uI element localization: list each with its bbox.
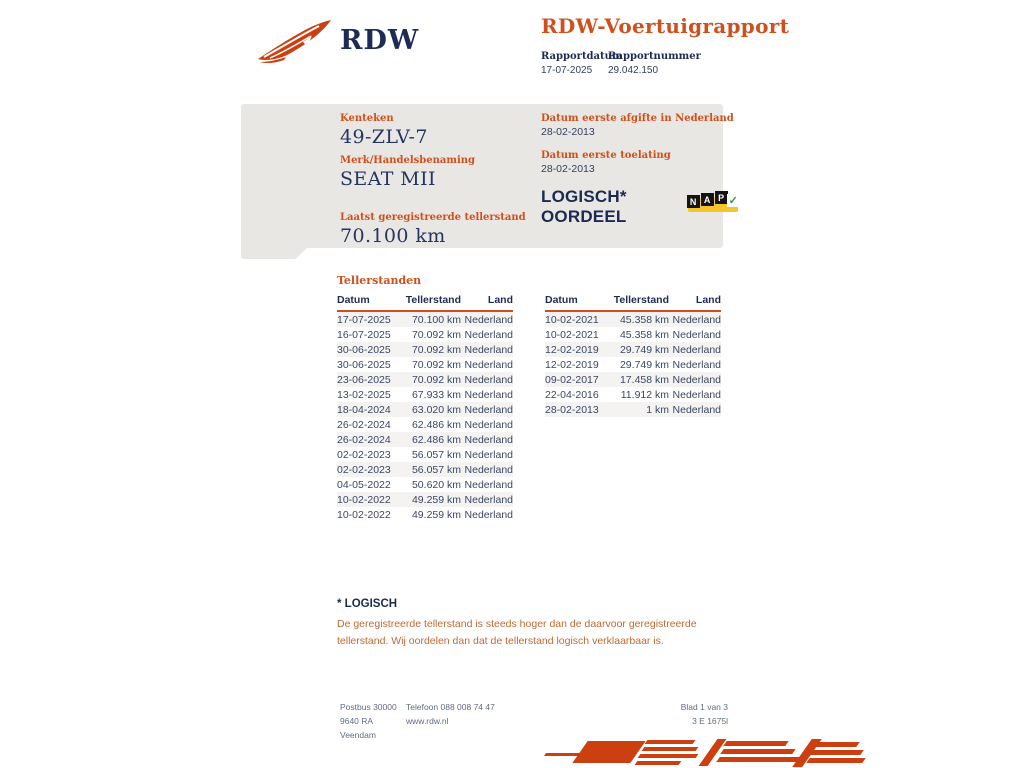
rapportnummer-field — [608, 51, 701, 76]
footnote-body: De geregistreerde tellerstand is steeds hoger dan de daarvoor geregistreerde tellerstand. Wij oordelen dan dat de tellerstand logisch verklaarbaar is. — [337, 618, 697, 647]
nap-letter-n: N — [687, 195, 700, 208]
cell-tellerstand: 29.749 km — [619, 358, 669, 371]
table-row — [337, 417, 513, 432]
title-block — [541, 14, 789, 76]
footer-city: 9640 RA Veendam — [340, 716, 376, 740]
rapportdatum-label: Rapportdatum — [541, 51, 623, 62]
table-row — [337, 372, 513, 387]
cell-datum: 12-02-2019 — [545, 343, 599, 356]
cell-datum: 30-06-2025 — [337, 358, 391, 371]
cell-land: Nederland — [464, 448, 513, 461]
cell-tellerstand: 11.912 km — [620, 388, 669, 401]
table-header-row — [337, 293, 513, 311]
table-row — [337, 477, 513, 492]
table-row — [545, 327, 721, 342]
cell-datum: 28-02-2013 — [545, 403, 599, 416]
cell-tellerstand: 17.458 km — [619, 373, 669, 386]
tellerstanden-heading: Tellerstanden — [337, 274, 422, 287]
cell-datum: 22-04-2016 — [545, 388, 599, 401]
tellerstanden-section — [337, 274, 721, 522]
cell-land: Nederland — [464, 388, 513, 401]
cell-land: Nederland — [672, 388, 721, 401]
cell-datum: 16-07-2025 — [337, 328, 391, 341]
cell-datum: 23-06-2025 — [337, 373, 391, 386]
rdw-logo — [256, 12, 419, 69]
rapportnummer-value: 29.042.150 — [608, 65, 659, 76]
cell-land: Nederland — [672, 343, 721, 356]
table-row — [337, 507, 513, 522]
footer-postbus: Postbus 30000 — [340, 702, 397, 712]
table-row — [545, 372, 721, 387]
column-header-datum: Datum — [545, 293, 607, 311]
toelating-value: 28-02-2013 — [541, 163, 595, 175]
footnote-heading: * LOGISCH — [337, 598, 398, 610]
cell-datum: 26-02-2024 — [337, 418, 391, 431]
afgifte-label: Datum eerste afgifte in Nederland — [541, 113, 734, 124]
cell-datum: 02-02-2023 — [337, 463, 391, 476]
table-header-row — [545, 293, 721, 311]
oordeel-line2: OORDEEL — [541, 207, 627, 226]
summary-left-column — [340, 113, 526, 254]
tellerstanden-tables — [337, 293, 721, 522]
kenteken-label: Kenteken — [340, 113, 394, 124]
cell-tellerstand: 62.486 km — [411, 418, 461, 431]
nap-logo — [685, 189, 741, 215]
vehicle-summary-panel — [241, 104, 738, 248]
summary-right-column — [541, 113, 741, 227]
column-header-land: Land — [461, 293, 513, 311]
table-row — [545, 387, 721, 402]
tellerstanden-table-right — [545, 293, 721, 417]
footer-page-indicator: Blad 1 van 3 — [680, 702, 728, 712]
oordeel-block — [541, 187, 741, 227]
rdw-logo-text: RDW — [340, 25, 420, 56]
footer-address — [340, 700, 406, 742]
rdw-feather-icon — [256, 12, 332, 69]
cell-land: Nederland — [464, 313, 513, 326]
cell-land: Nederland — [464, 343, 513, 356]
oordeel-text — [541, 187, 627, 227]
column-header-tellerstand: Tellerstand — [607, 293, 669, 311]
cell-tellerstand: 49.259 km — [411, 493, 461, 506]
cell-tellerstand: 70.100 km — [411, 313, 461, 326]
kenteken-value: 49-ZLV-7 — [340, 126, 428, 148]
table-row — [337, 342, 513, 357]
cell-datum: 30-06-2025 — [337, 343, 391, 356]
cell-tellerstand: 50.620 km — [411, 478, 461, 491]
page-title: RDW-Voertuigrapport — [541, 14, 790, 38]
cell-land: Nederland — [464, 358, 513, 371]
cell-tellerstand: 70.092 km — [411, 358, 461, 371]
cell-tellerstand: 63.020 km — [411, 403, 461, 416]
table-row — [545, 402, 721, 417]
cell-tellerstand: 67.933 km — [411, 388, 461, 401]
tellerstand-value: 70.100 km — [340, 225, 446, 247]
table-row — [337, 357, 513, 372]
cell-datum: 02-02-2023 — [337, 448, 391, 461]
cell-land: Nederland — [672, 313, 721, 326]
cell-land: Nederland — [464, 478, 513, 491]
nap-letter-a: A — [701, 193, 714, 206]
cell-land: Nederland — [464, 508, 513, 521]
cell-tellerstand: 45.358 km — [619, 328, 669, 341]
cell-land: Nederland — [672, 373, 721, 386]
cell-tellerstand: 62.486 km — [411, 433, 461, 446]
cell-land: Nederland — [464, 418, 513, 431]
cell-land: Nederland — [672, 328, 721, 341]
table-row — [337, 311, 513, 327]
logisch-footnote — [337, 598, 737, 650]
table-row — [545, 342, 721, 357]
footer-form-code: 3 E 1675l — [692, 716, 728, 726]
cell-datum: 12-02-2019 — [545, 358, 599, 371]
tellerstand-label: Laatst geregistreerde tellerstand — [340, 212, 526, 223]
cell-land: Nederland — [672, 403, 721, 416]
nap-check-icon: ✓ — [728, 195, 738, 207]
afgifte-value: 28-02-2013 — [541, 126, 595, 138]
cell-datum: 09-02-2017 — [545, 373, 599, 386]
cell-tellerstand: 45.358 km — [619, 313, 669, 326]
footer-website-link[interactable]: www.rdw.nl — [406, 716, 449, 726]
report-meta — [541, 51, 789, 76]
cell-datum: 13-02-2025 — [337, 388, 391, 401]
cell-land: Nederland — [464, 373, 513, 386]
merk-value: SEAT MII — [340, 168, 436, 190]
table-row — [337, 402, 513, 417]
cell-land: Nederland — [464, 463, 513, 476]
column-header-datum: Datum — [337, 293, 399, 311]
cell-tellerstand: 29.749 km — [619, 343, 669, 356]
footer-phone: Telefoon 088 008 74 47 — [406, 702, 495, 712]
table-row — [545, 357, 721, 372]
cell-land: Nederland — [464, 493, 513, 506]
cell-datum: 18-04-2024 — [337, 403, 391, 416]
column-header-land: Land — [669, 293, 721, 311]
cell-datum: 10-02-2022 — [337, 493, 391, 506]
cell-datum: 10-02-2021 — [545, 313, 599, 326]
cell-tellerstand: 49.259 km — [411, 508, 461, 521]
rapportdatum-field — [541, 51, 623, 76]
oordeel-line1: LOGISCH* — [541, 187, 627, 206]
cell-datum: 10-02-2022 — [337, 508, 391, 521]
cell-tellerstand: 1 km — [646, 403, 669, 416]
cell-datum: 26-02-2024 — [337, 433, 391, 446]
merk-label: Merk/Handelsbenaming — [340, 155, 476, 166]
table-row — [337, 492, 513, 507]
cell-land: Nederland — [672, 358, 721, 371]
toelating-label: Datum eerste toelating — [541, 150, 671, 161]
table-row — [545, 311, 721, 327]
cell-tellerstand: 70.092 km — [411, 343, 461, 356]
rapportdatum-value: 17-07-2025 — [541, 65, 593, 76]
cell-land: Nederland — [464, 328, 513, 341]
table-row — [337, 432, 513, 447]
rapportnummer-label: Rapportnummer — [608, 51, 701, 62]
tellerstand-field — [340, 212, 526, 247]
cell-datum: 04-05-2022 — [337, 478, 391, 491]
feather-graphic — [540, 736, 870, 768]
cell-tellerstand: 70.092 km — [411, 373, 461, 386]
cell-datum: 10-02-2021 — [545, 328, 599, 341]
tellerstanden-table-left — [337, 293, 513, 522]
cell-tellerstand: 70.092 km — [411, 328, 461, 341]
nap-letter-p: P — [715, 191, 728, 204]
cell-tellerstand: 56.057 km — [411, 448, 461, 461]
cell-tellerstand: 56.057 km — [411, 463, 461, 476]
cell-datum: 17-07-2025 — [337, 313, 391, 326]
table-row — [337, 387, 513, 402]
table-row — [337, 447, 513, 462]
panel-tail-decoration — [241, 246, 309, 259]
cell-land: Nederland — [464, 403, 513, 416]
column-header-tellerstand: Tellerstand — [399, 293, 461, 311]
table-row — [337, 327, 513, 342]
table-row — [337, 462, 513, 477]
cell-land: Nederland — [464, 433, 513, 446]
